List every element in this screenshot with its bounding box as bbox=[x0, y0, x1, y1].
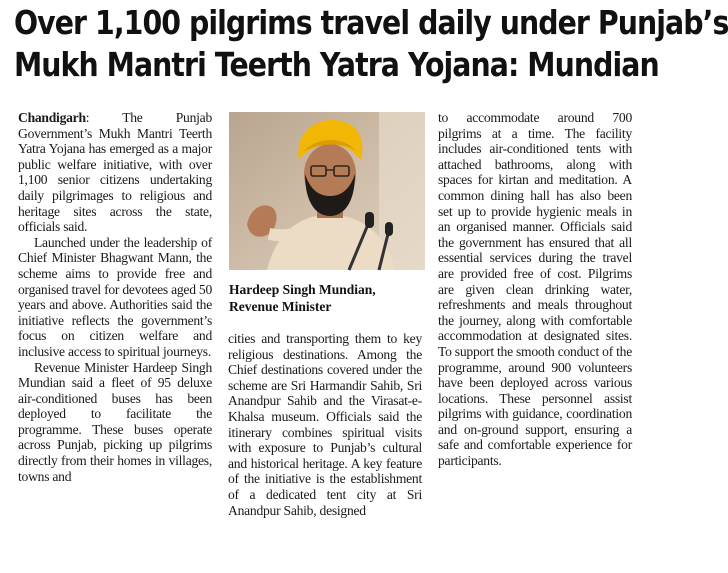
paragraph-4: cities and transporting them to key religious destinations. Among the Chief destinations covered under the scheme are Sri Harmandir Sahib, Sri Anandpur Sahib and the Virasat-e-Khalsa museum. Officials said the itinerary combines spiritual visits with exposure to Punjab’s cultural and historical heritage. A key feature of the initiative is the establishment of a dedicated tent city at Sri Anandpur Sahib, designed bbox=[228, 331, 422, 518]
caption-title: Revenue Minister bbox=[229, 299, 332, 314]
paragraph-2: Launched under the leadership of Chief Minister Bhagwant Mann, the scheme aims to provide free and organised travel for devotees aged 50 years and above. Authorities said the initiative reflects the government’s focus on citizen welfare and inclusive access to spiritual journeys. bbox=[18, 234, 212, 359]
caption-name: Hardeep Singh Mundian, bbox=[229, 282, 376, 297]
paragraph-3: Revenue Minister Hardeep Singh Mundian said a fleet of 95 deluxe air-conditioned buses has been deployed to facilitate the programme. These buses operate across Punjab, picking up pilgrims directly from their homes in villages, towns and bbox=[18, 359, 212, 484]
minister-photo bbox=[229, 112, 425, 270]
photo-caption bbox=[229, 281, 423, 315]
portrait-illustration bbox=[229, 112, 425, 270]
headline-line-1: Over 1,100 pilgrims travel daily under Punjab’s bbox=[14, 3, 728, 42]
paragraph-1-text: : The Punjab Government’s Mukh Mantri Teerth Yatra Yojana has emerged as a major public welfare initiative, with over 1,100 senior citizens undertaking daily pilgrimages to religious and heritage sites across the state, officials said. bbox=[18, 110, 212, 235]
headline-line-2: Mukh Mantri Teerth Yatra Yojana: Mundian bbox=[14, 45, 659, 84]
article-column-3 bbox=[438, 110, 632, 469]
article-column-2 bbox=[228, 331, 422, 518]
paragraph-1 bbox=[18, 110, 212, 235]
dateline: Chandigarh bbox=[18, 110, 86, 125]
paragraph-5: to accommodate around 700 pilgrims at a time. The facility includes air-conditioned tents with attached bathrooms, along with spaces for kirtan and meditation. A common dining hall has also been set up to provide hygienic meals in an organised manner. Officials said the government has ensured that all essential services during the travel are provided free of cost. Pilgrims are given clean drinking water, refreshments and meals throughout the journey, along with comfortable accommodation at designated sites. To support the smooth conduct of the programme, around 900 volunteers have been deployed across various locations. These personnel assist pilgrims with guidance, coordination and on-ground support, ensuring a safe and comfortable experience for participants. bbox=[438, 110, 632, 469]
article-column-1 bbox=[18, 110, 212, 484]
headline bbox=[14, 2, 728, 86]
